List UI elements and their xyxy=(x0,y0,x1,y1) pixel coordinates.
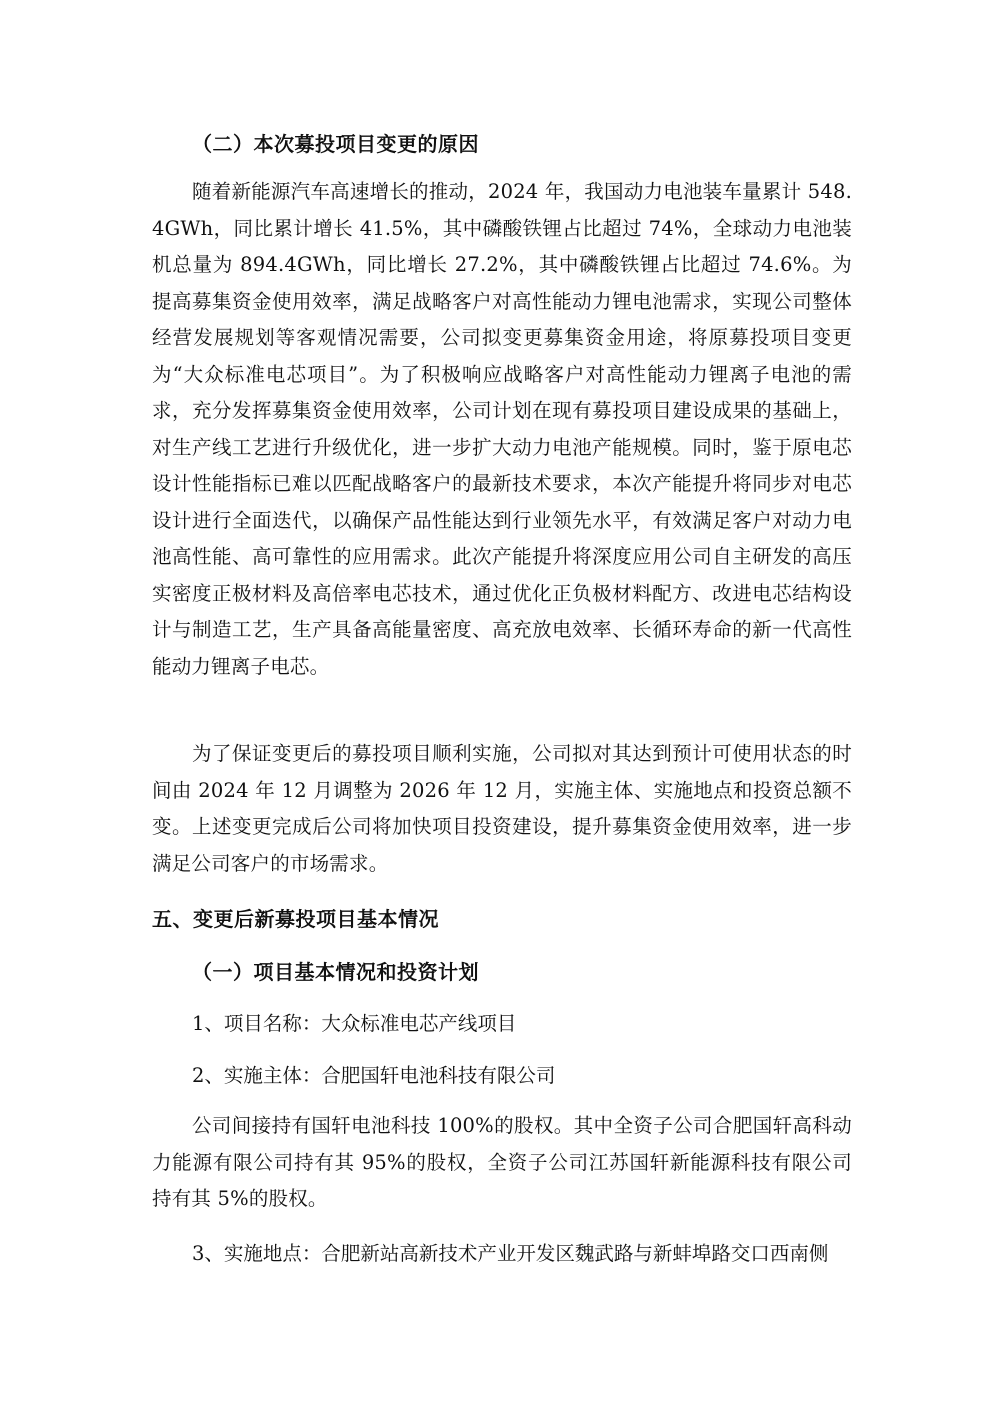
section-5-heading: 五、变更后新募投项目基本情况 xyxy=(152,907,439,931)
reason-paragraph-1: 随着新能源汽车高速增长的推动，2024 年，我国动力电池装车量累计 548.4GWh，同比累计增长 41.5%，其中磷酸铁锂占比超过 74%，全球动力电池装机总量为 894.4GWh，同比增长 27.2%，其中磷酸铁锂占比超过 74.6%。为提高募集资金使用效率，满足战略客户对高性能动力锂电池需求，实现公司整体经营发展规划等客观情况需要，公司拟变更募集资金用途，将原募投项目变更为“大众标准电芯项目”。为了积极响应战略客户对高性能动力锂离子电池的需求，充分发挥募集资金使用效率，公司计划在现有募投项目建设成果的基础上，对生产线工艺进行升级优化，进一步扩大动力电池产能规模。同时，鉴于原电芯设计性能指标已难以匹配战略客户的最新技术要求，本次产能提升将同步对电芯设计进行全面迭代，以确保产品性能达到行业领先水平，有效满足客户对动力电池高性能、高可靠性的应用需求。此次产能提升将深度应用公司自主研发的高压实密度正极材料及高倍率电芯技术，通过优化正负极材料配方、改进电芯结构设计与制造工艺，生产具备高能量密度、高充放电效率、长循环寿命的新一代高性能动力锂离子电芯。 xyxy=(152,180,852,678)
reason-paragraph-2: 为了保证变更后的募投项目顺利实施，公司拟对其达到预计可使用状态的时间由 2024 年 12 月调整为 2026 年 12 月，实施主体、实施地点和投资总额不变。上述变更完成后公司将加快项目投资建设，提升募集资金使用效率，进一步满足公司客户的市场需求。 xyxy=(152,742,852,875)
item-implementation-location: 3、实施地点：合肥新站高新技术产业开发区魏武路与新蚌埠路交口西南侧 xyxy=(192,1242,829,1265)
item-implementing-entity: 2、实施主体：合肥国轩电池科技有限公司 xyxy=(192,1064,556,1087)
item-project-name: 1、项目名称：大众标准电芯产线项目 xyxy=(192,1012,517,1035)
subsection-1-heading: （一）项目基本情况和投资计划 xyxy=(192,960,479,984)
section-2-heading: （二）本次募投项目变更的原因 xyxy=(192,132,479,156)
ownership-paragraph: 公司间接持有国轩电池科技 100%的股权。其中全资子公司合肥国轩高科动力能源有限公司持有其 95%的股权，全资子公司江苏国轩新能源科技有限公司持有其 5%的股权。 xyxy=(152,1114,852,1210)
